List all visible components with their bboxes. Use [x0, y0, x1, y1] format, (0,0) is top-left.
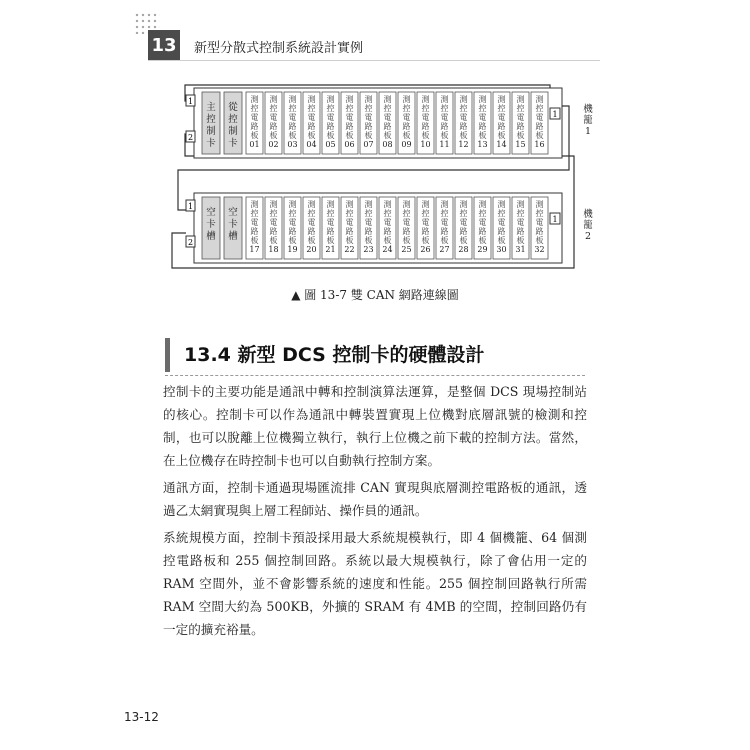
- rack1-board-03-text: 測控電路板: [288, 95, 297, 140]
- rack1-board-10-number: 10: [420, 140, 431, 149]
- rack2-board-26-number: 26: [420, 245, 431, 254]
- rack2-board-24-number: 24: [382, 245, 393, 254]
- rack2-port-1-label: 1: [187, 202, 194, 211]
- rack1-terminal-label: 1: [552, 110, 558, 119]
- rack2-board-29-number: 29: [477, 245, 488, 254]
- rack2-board-20-number: 20: [306, 245, 317, 254]
- paragraph-3: 系統規模方面，控制卡預設採用最大系統規模執行，即 4 個機籠、64 個測控電路板和 255 個控制回路。系統以最大規模執行，除了會佔用一定的 RAM 空間外，並不會影響系統的速度和性能。255 個控制回路執行所需 RAM 空間大約為 500KB，外擴的 SRAM 有 4MB 的空間，控制回路仍有一定的擴充裕量。: [163, 530, 587, 637]
- rack1-port-2-label: 2: [187, 133, 194, 142]
- rack1-board-15-number: 15: [515, 140, 526, 149]
- page-number: 13-12: [124, 710, 159, 724]
- rack1-board-12-number: 12: [458, 140, 469, 149]
- rack1-board-02-number: 02: [268, 140, 279, 149]
- rack2-board-27-text: 測控電路板: [440, 200, 449, 245]
- rack2-board-19-text: 測控電路板: [288, 200, 297, 245]
- rack2-board-18-text: 測控電路板: [269, 200, 278, 245]
- rack2-board-31-text: 測控電路板: [516, 200, 525, 245]
- rack1-board-09-number: 09: [401, 140, 412, 149]
- rack1-port-1-label: 1: [187, 97, 194, 106]
- rack2-board-32-number: 32: [534, 245, 545, 254]
- rack1-board-13-number: 13: [477, 140, 488, 149]
- rack1-board-11-number: 11: [439, 140, 450, 149]
- chapter-title: 新型分散式控制系統設計實例: [194, 41, 364, 56]
- rack2-board-23-text: 測控電路板: [364, 200, 373, 245]
- rack2-port-2-label: 2: [187, 238, 194, 247]
- rack2-board-27-number: 27: [439, 245, 450, 254]
- section-divider: [165, 375, 585, 376]
- rack2-board-28-number: 28: [458, 245, 469, 254]
- rack1-board-15-text: 測控電路板: [516, 95, 525, 140]
- rack2-board-30-number: 30: [496, 245, 507, 254]
- rack1-board-11-text: 測控電路板: [440, 95, 449, 140]
- section-title-bar: [165, 338, 170, 372]
- rack2-board-30-text: 測控電路板: [497, 200, 506, 245]
- rack1-board-07-text: 測控電路板: [364, 95, 373, 140]
- rack2-card-b-label: 空卡槽: [228, 207, 238, 242]
- rack1-board-16-text: 測控電路板: [535, 95, 544, 140]
- paragraph-2: 通訊方面，控制卡通過現場匯流排 CAN 實現與底層測控電路板的通訊，透過乙太網實現與上層工程師站、操作員的通訊。: [163, 480, 587, 518]
- rack1-board-16-number: 16: [534, 140, 545, 149]
- rack1-board-13-text: 測控電路板: [478, 95, 487, 140]
- rack2-board-18-number: 18: [268, 245, 279, 254]
- rack1-board-14-number: 14: [496, 140, 507, 149]
- rack2-card-a-label: 空卡槽: [206, 207, 216, 242]
- rack1-board-08-text: 測控電路板: [383, 95, 392, 140]
- rack1-board-12-text: 測控電路板: [459, 95, 468, 140]
- rack1-board-08-number: 08: [382, 140, 393, 149]
- rack1-label: 機籠 1: [583, 104, 593, 137]
- rack2-board-31-number: 31: [515, 245, 526, 254]
- rack1-board-09-text: 測控電路板: [402, 95, 411, 140]
- rack2-board-17-text: 測控電路板: [250, 200, 259, 245]
- rack2-board-26-text: 測控電路板: [421, 200, 430, 245]
- rack1-board-06-text: 測控電路板: [345, 95, 354, 140]
- rack2-board-17-number: 17: [249, 245, 260, 254]
- header-divider: [148, 60, 600, 61]
- rack1-card-b-label: 從控制卡: [228, 102, 238, 149]
- rack2-board-29-text: 測控電路板: [478, 200, 487, 245]
- rack2-board-20-text: 測控電路板: [307, 200, 316, 245]
- rack2-board-25-text: 測控電路板: [402, 200, 411, 245]
- rack2-terminal-label: 1: [552, 215, 558, 224]
- rack2-board-22-text: 測控電路板: [345, 200, 354, 245]
- rack2-board-21-number: 21: [325, 245, 336, 254]
- rack1-board-06-number: 06: [344, 140, 355, 149]
- paragraph-1: 控制卡的主要功能是通訊中轉和控制演算法運算，是整個 DCS 現場控制站的核心。控制卡可以作為通訊中轉裝置實現上位機對底層訊號的檢測和控制，也可以脫離上位機獨立執行，執行上位機之前下載的控制方法。當然，在上位機存在時控制卡也可以自動執行控制方案。: [163, 384, 587, 468]
- rack1-board-03-number: 03: [287, 140, 298, 149]
- rack1-board-05-text: 測控電路板: [326, 95, 335, 140]
- rack1-card-a-label: 主控制卡: [206, 102, 216, 149]
- rack2-board-23-number: 23: [363, 245, 374, 254]
- section-title: 13.4 新型 DCS 控制卡的硬體設計: [184, 344, 485, 366]
- rack2-board-24-text: 測控電路板: [383, 200, 392, 245]
- rack1-board-10-text: 測控電路板: [421, 95, 430, 140]
- dual-can-network-diagram: [150, 80, 610, 280]
- rack1-board-01-text: 測控電路板: [250, 95, 259, 140]
- rack1-board-04-number: 04: [306, 140, 317, 149]
- rack1-board-04-text: 測控電路板: [307, 95, 316, 140]
- rack2-board-22-number: 22: [344, 245, 355, 254]
- rack1-board-05-number: 05: [325, 140, 336, 149]
- rack2-board-25-number: 25: [401, 245, 412, 254]
- rack1-board-07-number: 07: [363, 140, 374, 149]
- rack2-board-19-number: 19: [287, 245, 298, 254]
- rack2-board-21-text: 測控電路板: [326, 200, 335, 245]
- chapter-number-badge: 13: [148, 30, 180, 60]
- rack2-label: 機籠 2: [583, 209, 593, 242]
- rack1-board-01-number: 01: [249, 140, 260, 149]
- rack2-board-28-text: 測控電路板: [459, 200, 468, 245]
- rack1-board-14-text: 測控電路板: [497, 95, 506, 140]
- rack1-board-02-text: 測控電路板: [269, 95, 278, 140]
- rack2-board-32-text: 測控電路板: [535, 200, 544, 245]
- figure-caption: ▲ 圖 13-7 雙 CAN 網路連線圖: [291, 288, 459, 302]
